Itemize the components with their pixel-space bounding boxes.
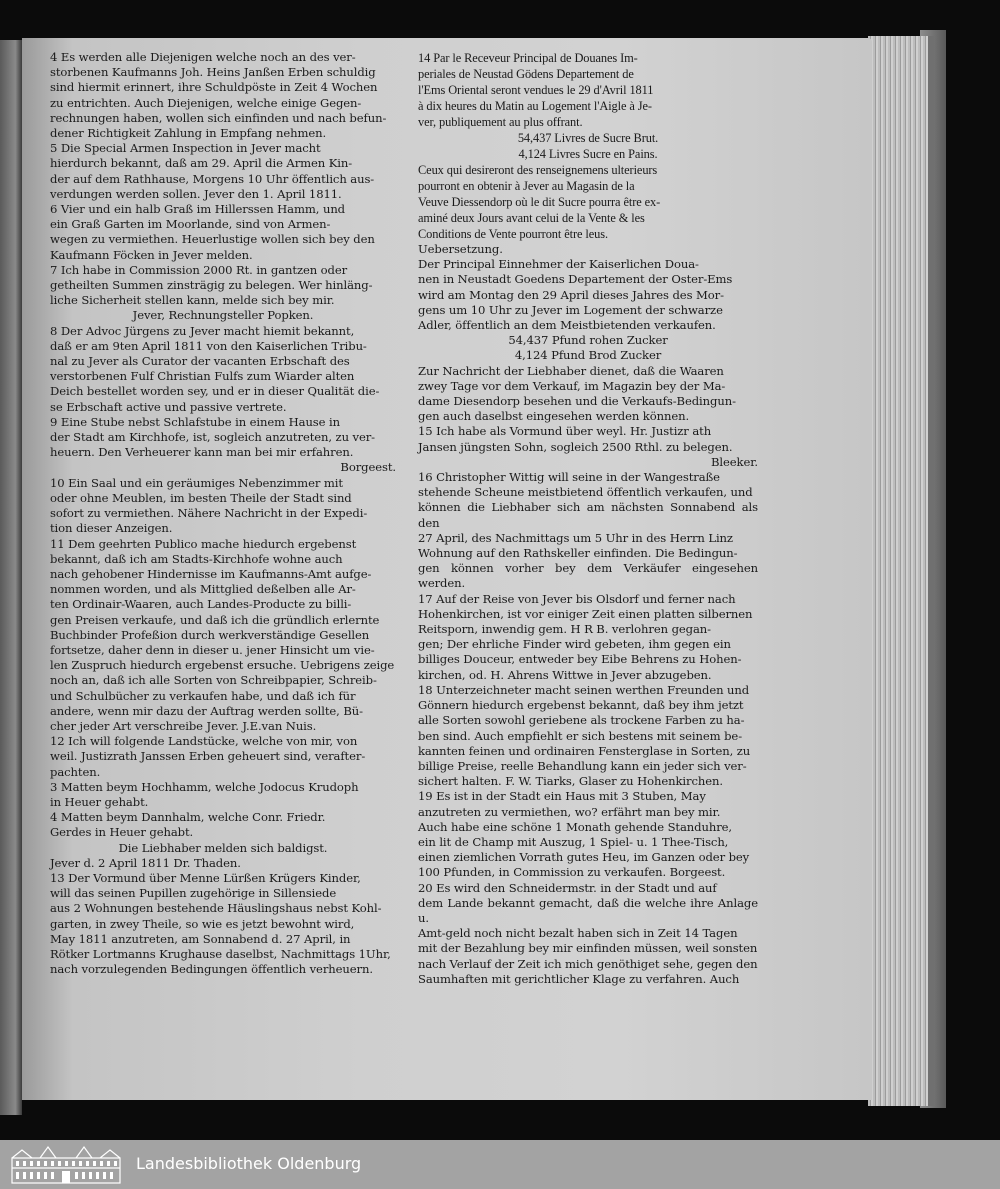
notice-8: 8 Der Advoc Jürgens zu Jever macht hiemit bekannt, daß er am 9ten April 1811 von den Kaiserlichen Tribu- nal zu Jever als Curator der vacanten Erbschaft des verstorbenen Fulf Christian Fulfs zum Wiarder alten Deich bestellet worden sey, und er in dieser Qualität die- se Erbschaft active und passive vertrete. <box>50 323 380 414</box>
notice-5: 5 Die Special Armen Inspection in Jever macht hierdurch bekannt, daß am 29. April die Armen Kin- der auf dem Rathhause, Morgens 10 Uhr öffentlich aus- verdungen werden sollen. Jever den 1. April 1811. <box>50 141 375 201</box>
notice-10: 10 Ein Saal und ein geräumiges Nebenzimmer mit oder ohne Meublen, im besten Theile der Stadt sind sofort zu vermiethen. Nähere Nachricht in der Expedi- tion dieser Anzeigen. <box>50 475 368 536</box>
notice-9-signature: Borgeest. <box>340 460 396 475</box>
book-spine-left <box>0 40 22 1115</box>
notice-20: 20 Es wird den Schneidermstr. in der Stadt und auf dem Lande bekannt gemacht, daß die welche ihre Anlage u. Amt-geld noch nicht bezalt haben sich in Zeit 14 Tagen mit der Bezahlung bey mir einfinden müssen, weil sonsten nach Verlauf der Zeit ich mich genöthiget sehe, gegen den Saumhaften mit gerichtlicher Klage zu verfahren. Auch <box>418 880 758 986</box>
notice-12-signature: Jever d. 2 April 1811 Dr. Thaden. <box>50 855 241 870</box>
translation-heading: Uebersetzung. <box>418 242 503 256</box>
notice-4: 4 Es werden alle Diejenigen welche noch an des ver- storbenen Kaufmanns Joh. Heins Janßen Erben schuldig sind hiermit erinnert, ihre Schuldpöste in Zeit 4 Wochen zu entrichten. Auch Diejenigen, welche einige Gegen- rechnungen haben, wollen sich einfinden und nach befun- dener Richtigkeit Zahlung in Empfang nehmen. <box>50 50 387 141</box>
notice-16: 16 Christopher Wittig will seine in der Wangestraße stehende Scheune meistbietend öffentlich verkaufen, und können die Liebhaber sich am nächsten Sonnabend als den 27 April, des Nachmittags um 5 Uhr in des Herrn Linz Wohnung auf den Rathskeller einfinden. Die Bedingun- gen können vorher bey dem Verkäufer eingesehen werden. <box>418 470 758 591</box>
notice-9: 9 Eine Stube nebst Schlafstube in einem Hause in der Stadt am Kirchhofe, ist, sogleich anzutreten, zu ver- heuern. Den Verheuerer kann man bei mir erfahren. <box>50 414 375 460</box>
notice-14-german-conditions: Zur Nachricht der Liebhaber dienet, daß die Waaren zwey Tage vor dem Verkauf, im Magazin bey der Ma- dame Diesendorp besehen und die Verkaufs-Bedingun- gen auch daselbst eingesehen werden können. <box>418 363 736 424</box>
library-name: Landesbibliothek Oldenburg <box>136 1154 362 1173</box>
notice-7: 7 Ich habe in Commission 2000 Rt. in gantzen oder getheilten Summen zinsträgig zu belegen. Wer hinläng- liche Sicherheit stellen kann, melde sich bey mir. <box>50 262 373 308</box>
notice-14-german-loaf: 4,124 Pfund Brod Zucker <box>514 348 662 363</box>
notice-18: 18 Unterzeichneter macht seinen werthen Freunden und Gönnern hiedurch ergebenst bekannt, daß bey ihm jetzt alle Sorten sowohl geriebene als trockene Farben zu ha- ben sind. Auch empfiehlt er sich bestens mit seinem be- kannten feinen und ordinairen Fensterglase in Sorten, zu billige Preise, reelle Behandlung kann ein jeder sich ver- sichert halten. F. W. Tiarks, Glaser zu Hohenkirchen. <box>418 682 751 789</box>
right-column <box>418 50 758 987</box>
notice-6: 6 Vier und ein halb Graß im Hillerssen Hamm, und ein Graß Garten im Moorlande, sind von Armen- wegen zu vermiethen. Heuerlustige wollen sich bey den Kaufmann Föcken in Jever melden. <box>50 202 375 262</box>
notice-12: 12 Ich will folgende Landstücke, welche von mir, von weil. Justizrath Janssen Erben geheuert sind, verafter- pachten. <box>50 734 366 779</box>
library-footer <box>0 1140 1000 1189</box>
left-column <box>50 50 396 977</box>
library-building-icon <box>10 1144 122 1185</box>
notice-12-note: Die Liebhaber melden sich baldigst. <box>118 840 328 855</box>
page-edges-stack <box>868 36 934 1106</box>
notice-14-french: 14 Par le Receveur Principal de Douanes Im- periales de Neustad Gödens Departement de l'Ems Oriental seront vendues le 29 d'Avril 1811 à dix heures du Matin au Logement l'Aigle à Je- ver, publiquement au plus offrant. <box>418 51 654 129</box>
notice-12-item-1: 3 Matten beym Hochhamm, welche Jodocus Krudoph in Heuer gehabt. <box>50 779 359 809</box>
notice-14-french-conditions: Ceux qui desireront des renseignemens ulterieurs pourront en obtenir à Jever au Magasin de la Veuve Diessendorp où le dit Sucre pourra être ex- aminé deux Jours avant celui de la Vente & les Conditions de Vente pourront être leus. <box>418 163 661 241</box>
notice-14-german-raw: 54,437 Pfund rohen Zucker <box>508 333 668 348</box>
notice-14-german: Der Principal Einnehmer der Kaiserlichen Doua- nen in Neustadt Goedens Departement der Oster-Ems wird am Montag den 29 April dieses Jahres des Mor- gens um 10 Uhr zu Jever im Logement der schwarze Adler, öffentlich an dem Meistbietenden verkaufen. <box>418 257 733 333</box>
notice-13: 13 Der Vormund über Menne Lürßen Krügers Kinder, will das seinen Pupillen zugehörige in Sillensiede aus 2 Wohnungen bestehende Häuslingshaus nebst Kohl- garten, in zwey Theile, so wie es jetzt bewohnt wird, May 1811 anzutreten, am Sonnabend d. 27 April, in Rötker Lortmanns Krughause daselbst, Nachmittags 1Uhr, nach vorzulegenden Bedingungen öffentlich verheuern. <box>50 870 391 977</box>
notice-11: 11 Dem geehrten Publico mache hiedurch ergebenst bekannt, daß ich am Stadts-Kirchhofe wohne auch nach gehobener Hindernisse im Kaufmanns-Amt aufge- nommen worden, und als Mittglied deßelben alle Ar- ten Ordinair-Waaren, auch Landes-Producte zu billi- gen Preisen verkaufe, und daß ich die gründlich erlernte Buchbinder Profeßion durch werkverständige Gesellen fortsetze, daher denn in dieser u. jener Hinsicht um vie- len Zuspruch hiedurch ergebenst ersuche. Uebrigens zeige noch an, daß ich alle Sorten von Schreibpapier, Schreib- und Schulbücher zu verkaufen habe, und daß ich für andere, wenn mir dazu der Auftrag werden sollte, Bü- cher jeder Art verschreibe Jever. J.E.van Nuis. <box>50 536 395 733</box>
notice-12-item-2: 4 Matten beym Dannhalm, welche Conr. Friedr. Gerdes in Heuer gehabt. <box>50 810 326 840</box>
notice-17: 17 Auf der Reise von Jever bis Olsdorf und ferner nach Hohenkirchen, ist vor einiger Zeit einen platten silbernen Reitsporn, inwendig gem. H R B. verlohren gegan- gen; Der ehrliche Finder wird gebeten, ihm gegen ein billiges Douceur, entweder bey Eibe Behrens zu Hohen- kirchen, od. H. Ahrens Wittwe in Jever abzugeben. <box>418 591 753 682</box>
notice-15: 15 Ich habe als Vormund über weyl. Hr. Justizr ath Jansen jüngsten Sohn, sogleich 2500 Rthl. zu belegen. <box>418 424 733 454</box>
notice-7-signature: Jever, Rechnungsteller Popken. <box>132 308 314 323</box>
notice-14-sugar-raw: 54,437 Livres de Sucre Brut. <box>517 131 659 145</box>
notice-14-sugar-loaf: 4,124 Livres Sucre en Pains. <box>518 147 658 161</box>
notice-19: 19 Es ist in der Stadt ein Haus mit 3 Stuben, May anzutreten zu vermiethen, wo? erfährt man bey mir. Auch habe eine schöne 1 Monath gehende Standuhre, ein lit de Champ mit Auszug, 1 Spiel- u. 1 Thee-Tisch, einen ziemlichen Vorrath gutes Heu, im Ganzen oder bey 100 Pfunden, in Commission zu verkaufen. Borgeest. <box>418 789 750 880</box>
notice-15-signature: Bleeker. <box>711 454 758 469</box>
